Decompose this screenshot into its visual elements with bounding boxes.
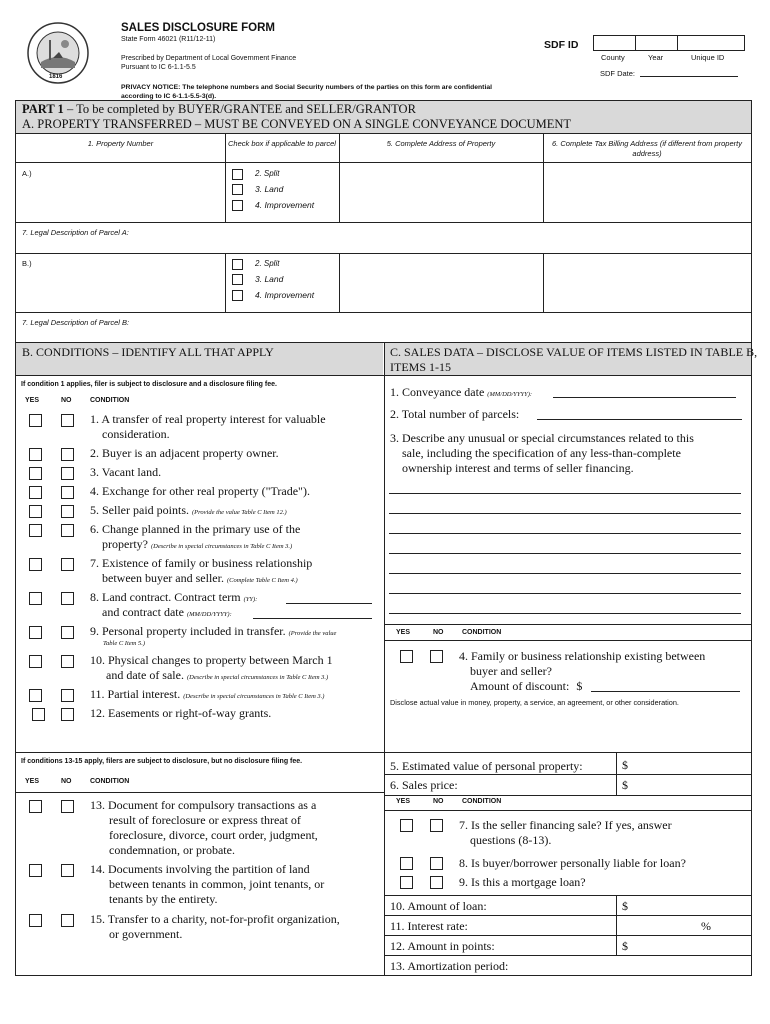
cond8-yy: (YY): (243, 596, 258, 603)
condition-header: CONDITION (90, 397, 130, 404)
parcel-b-label: B.) (22, 259, 32, 268)
cond2-yes-checkbox[interactable] (29, 448, 42, 461)
cond1-text: 1. A transfer of real property interest for valuable (90, 412, 326, 426)
cond9-yes-checkbox[interactable] (29, 626, 42, 639)
legal-description-a: 7. Legal Description of Parcel A: (22, 228, 129, 237)
c2-condition-header: CONDITION (462, 798, 502, 805)
parcel-b-split-checkbox[interactable] (232, 259, 243, 270)
circumstance-line-5[interactable] (389, 573, 741, 574)
sdf-id-label: SDF ID (544, 39, 579, 51)
state-seal (27, 22, 89, 84)
cond9-note-2: Table C Item 5.) (103, 640, 146, 647)
cond13-text: 13. Document for compulsory transactions as a (90, 798, 317, 812)
sales-price-field[interactable] (617, 775, 751, 794)
item4-no-checkbox[interactable] (430, 650, 443, 663)
item2-label: 2. Total number of parcels: (390, 407, 520, 421)
county-label: County (601, 53, 625, 62)
cond8-row-2 (102, 605, 232, 622)
loan-amount-field[interactable] (617, 896, 751, 915)
interest-rate-field[interactable] (617, 916, 751, 935)
total-parcels-line[interactable] (537, 419, 742, 420)
parcel-b-land-label: 3. Land (255, 274, 284, 284)
yes-header-2: YES (25, 778, 40, 785)
circumstance-line-7[interactable] (389, 613, 741, 614)
cond11-text: 11. Partial interest. (90, 687, 181, 701)
legal-description-b: 7. Legal Description of Parcel B: (22, 318, 130, 327)
points-amount-field[interactable] (617, 936, 751, 955)
part1-title (22, 102, 416, 117)
parcel-a-improvement-checkbox[interactable] (232, 200, 243, 211)
item4-yes-checkbox[interactable] (400, 650, 413, 663)
c-condition-header: CONDITION (462, 629, 502, 636)
cond10-yes-checkbox[interactable] (29, 655, 42, 668)
item8-yes-checkbox[interactable] (400, 857, 413, 870)
cond15-yes-checkbox[interactable] (29, 914, 42, 927)
circumstance-line-3[interactable] (389, 533, 741, 534)
parcel-a-split-checkbox[interactable] (232, 169, 243, 180)
col-check-box: Check box if applicable to parcel (228, 139, 336, 148)
sdf-unique-box[interactable] (678, 36, 744, 50)
item3-label: 3. Describe any unusual or special circumstances related to this (390, 431, 694, 445)
item9-label: 9. Is this a mortgage loan? (459, 875, 586, 889)
item4-label: 4. Family or business relationship existing between (459, 649, 706, 663)
cond7-yes-checkbox[interactable] (29, 558, 42, 571)
section-a-title: A. PROPERTY TRANSFERRED – MUST BE CONVEYED ON A SINGLE CONVEYANCE DOCUMENT (22, 117, 572, 131)
disclose-note: Disclose actual value in money, property, a service, an agreement, or other consideration. (390, 698, 679, 707)
part1-label: PART 1 (22, 102, 64, 116)
cond13-no-checkbox[interactable] (61, 800, 74, 813)
parcel-b-split-label: 2. Split (255, 259, 280, 268)
fee-note: If condition 1 applies, filer is subject to disclosure and a disclosure filing fee. (21, 381, 277, 388)
cond11-no-checkbox[interactable] (61, 689, 74, 702)
cond8-date-note: (MM/DD/YYYY): (186, 611, 232, 618)
cond10-text-2: and date of sale. (106, 668, 184, 682)
parcel-b-land-checkbox[interactable] (232, 274, 243, 285)
cond5-yes-checkbox[interactable] (29, 505, 42, 518)
cond6-no-checkbox[interactable] (61, 524, 74, 537)
yes-header: YES (25, 397, 40, 404)
personal-property-value-field[interactable] (617, 753, 751, 773)
seal-year: 1816 (49, 74, 63, 80)
cond11-row (90, 687, 324, 704)
cond9-row (90, 624, 336, 641)
year-label: Year (648, 53, 664, 62)
section-b-title: B. CONDITIONS – IDENTIFY ALL THAT APPLY (22, 345, 274, 359)
item7-label-2: questions (8-13). (470, 833, 552, 847)
parcel-b-improvement-checkbox[interactable] (232, 290, 243, 301)
item8-no-checkbox[interactable] (430, 857, 443, 870)
unique-id-label: Unique ID (691, 53, 725, 62)
cond1-no-checkbox[interactable] (61, 414, 74, 427)
cond14-yes-checkbox[interactable] (29, 864, 42, 877)
cond5-row (90, 503, 287, 520)
cond6-note: (Describe in special circumstances in Table C Item 3.) (150, 543, 293, 550)
fee-note-2: If conditions 13-15 apply, filers are subject to disclosure, but no disclosure filing fee. (21, 758, 303, 765)
circumstance-line-6[interactable] (389, 593, 741, 594)
cond10-no-checkbox[interactable] (61, 655, 74, 668)
cond2-no-checkbox[interactable] (61, 448, 74, 461)
cond3-yes-checkbox[interactable] (29, 467, 42, 480)
cond3-no-checkbox[interactable] (61, 467, 74, 480)
section-c-title-2: ITEMS 1-15 (390, 360, 451, 374)
cond8-text-2: and contract date (102, 605, 184, 619)
cond4-text: 4. Exchange for other real property ("Trade"). (90, 484, 310, 498)
cond11-note: (Describe in special circumstances in Table C Item 3.) (183, 693, 325, 700)
cond7-note: (Complete Table C Item 4.) (226, 577, 298, 584)
circumstance-line-1[interactable] (389, 493, 741, 494)
cond14-text-2: between tenants in common, joint tenants, or (109, 877, 325, 891)
cond4-yes-checkbox[interactable] (29, 486, 42, 499)
condition-header-2: CONDITION (90, 778, 130, 785)
col-property-number: 1. Property Number (87, 139, 154, 148)
item4-label-2: buyer and seller? (470, 664, 552, 678)
cond13-yes-checkbox[interactable] (29, 800, 42, 813)
item8-label: 8. Is buyer/borrower personally liable for loan? (459, 856, 686, 870)
cond9-no-checkbox[interactable] (61, 626, 74, 639)
cond9-note: (Provide the value (288, 630, 337, 637)
privacy-notice: PRIVACY NOTICE: The telephone numbers and Social Security numbers of the parties on this form are confidential according to IC 6-1.1-5.5-3(d). (121, 84, 492, 100)
col-tax-billing: 6. Complete Tax Billing Address (if different from property address) (552, 139, 742, 158)
cond8-yes-checkbox[interactable] (29, 592, 42, 605)
item5-dollar: $ (622, 758, 628, 772)
cond7-text: 7. Existence of family or business relationship (90, 556, 313, 570)
item7-yes-checkbox[interactable] (400, 819, 413, 832)
cond6-text-2: property? (102, 537, 148, 551)
item9-yes-checkbox[interactable] (400, 876, 413, 889)
cond15-text: 15. Transfer to a charity, not-for-profit organization, (90, 912, 340, 926)
parcel-a-split-label: 2. Split (255, 169, 280, 178)
cond7-text-2: between buyer and seller. (102, 571, 224, 585)
item4-discount-label: Amount of discount: (470, 679, 570, 693)
cond7-no-checkbox[interactable] (61, 558, 74, 571)
item10-dollar: $ (622, 899, 628, 913)
item13-label: 13. Amortization period: (390, 959, 509, 973)
contract-date-line[interactable] (253, 618, 372, 619)
pursuant-to: Pursuant to IC 6-1.1-5.5 (121, 64, 196, 71)
contract-term-line[interactable] (286, 603, 372, 604)
item10-label: 10. Amount of loan: (390, 899, 487, 913)
cond14-no-checkbox[interactable] (61, 864, 74, 877)
cond10-row-2 (106, 668, 328, 685)
item6-label: 6. Sales price: (390, 778, 458, 792)
sdf-county-box[interactable] (594, 36, 636, 50)
item1-label: 1. Conveyance date (390, 385, 485, 399)
no-header: NO (61, 397, 72, 404)
c2-yes-header: YES (396, 798, 411, 805)
part1-title-rest: – To be completed by BUYER/GRANTEE and SELLER/GRANTOR (63, 102, 416, 116)
cond8-text: 8. Land contract. Contract term (90, 590, 241, 604)
cond6-yes-checkbox[interactable] (29, 524, 42, 537)
item6-dollar: $ (622, 778, 628, 792)
cond6-text: 6. Change planned in the primary use of the (90, 522, 301, 536)
parcel-a-land-label: 3. Land (255, 184, 284, 194)
cond12-text: 12. Easements or right-of-way grants. (90, 706, 272, 720)
cond14-text-3: tenants by the entirety. (109, 892, 218, 906)
state-form-number: State Form 46021 (R11/12-11) (121, 36, 216, 43)
amortization-field[interactable] (530, 956, 751, 975)
cond8-no-checkbox[interactable] (61, 592, 74, 605)
cond14-text: 14. Documents involving the partition of land (90, 862, 310, 876)
item3-label-3: ownership interest and terms of seller financing. (402, 461, 634, 475)
cond9-text: 9. Personal property included in transfer. (90, 624, 286, 638)
cond2-text: 2. Buyer is an adjacent property owner. (90, 446, 279, 460)
c-no-header: NO (433, 629, 444, 636)
item1-note: (MM/DD/YYYY): (487, 391, 533, 398)
prescribed-by: Prescribed by Department of Local Government Finance (121, 55, 297, 62)
item5-label: 5. Estimated value of personal property: (390, 759, 583, 773)
item4-dollar: $ (576, 679, 583, 693)
cond3-text: 3. Vacant land. (90, 465, 162, 479)
cond7-row-2 (102, 571, 298, 588)
item12-label: 12. Amount in points: (390, 939, 495, 953)
parcel-b-improvement-label: 4. Improvement (255, 290, 315, 300)
cond5-note: (Provide the value Table C Item 12.) (192, 509, 287, 516)
cond5-no-checkbox[interactable] (61, 505, 74, 518)
cond13-text-2: result of foreclosure or express threat of (109, 813, 301, 827)
cond5-text: 5. Seller paid points. (90, 503, 189, 517)
sdf-year-box[interactable] (636, 36, 678, 50)
cond15-text-2: or government. (109, 927, 183, 941)
item12-dollar: $ (622, 939, 628, 953)
circumstance-line-2[interactable] (389, 513, 741, 514)
item11-percent: % (701, 919, 711, 933)
parcel-a-label: A.) (22, 169, 32, 178)
item9-no-checkbox[interactable] (430, 876, 443, 889)
cond10-text: 10. Physical changes to property between March 1 (90, 653, 333, 667)
no-header-2: NO (61, 778, 72, 785)
conveyance-date-line[interactable] (553, 397, 736, 398)
item3-label-2: sale, including the specification of any less-than-complete (402, 446, 681, 460)
col-address: 5. Complete Address of Property (386, 139, 496, 148)
parcel-a-improvement-label: 4. Improvement (255, 200, 315, 210)
cond4-no-checkbox[interactable] (61, 486, 74, 499)
item7-label: 7. Is the seller financing sale? If yes, answer (459, 818, 672, 832)
cond13-text-3: foreclosure, divorce, court order, judgment, (109, 828, 318, 842)
cond10-note: (Describe in special circumstances in Table C Item 3.) (186, 674, 329, 681)
item1-row (390, 385, 532, 402)
circumstance-line-4[interactable] (389, 553, 741, 554)
cond12-no-checkbox[interactable] (61, 708, 74, 721)
cond1-text-2: consideration. (102, 427, 170, 441)
cond15-no-checkbox[interactable] (61, 914, 74, 927)
cond11-yes-checkbox[interactable] (29, 689, 42, 702)
c2-no-header: NO (433, 798, 444, 805)
item7-no-checkbox[interactable] (430, 819, 443, 832)
discount-amount-line[interactable] (591, 691, 740, 692)
cond1-yes-checkbox[interactable] (29, 414, 42, 427)
sdf-date-label: SDF Date: (600, 69, 636, 78)
parcel-a-land-checkbox[interactable] (232, 184, 243, 195)
sdf-date-line[interactable] (640, 76, 738, 77)
item11-label: 11. Interest rate: (390, 919, 468, 933)
cond12-yes-checkbox[interactable] (32, 708, 45, 721)
c-yes-header: YES (396, 629, 411, 636)
form-title: SALES DISCLOSURE FORM (121, 22, 275, 34)
section-c-title: C. SALES DATA – DISCLOSE VALUE OF ITEMS LISTED IN TABLE B, (390, 345, 758, 359)
item4-discount-row (470, 679, 582, 694)
sdf-id-boxes (593, 35, 745, 51)
cond13-text-4: condemnation, or probate. (109, 843, 235, 857)
cond6-row-2 (102, 537, 292, 554)
